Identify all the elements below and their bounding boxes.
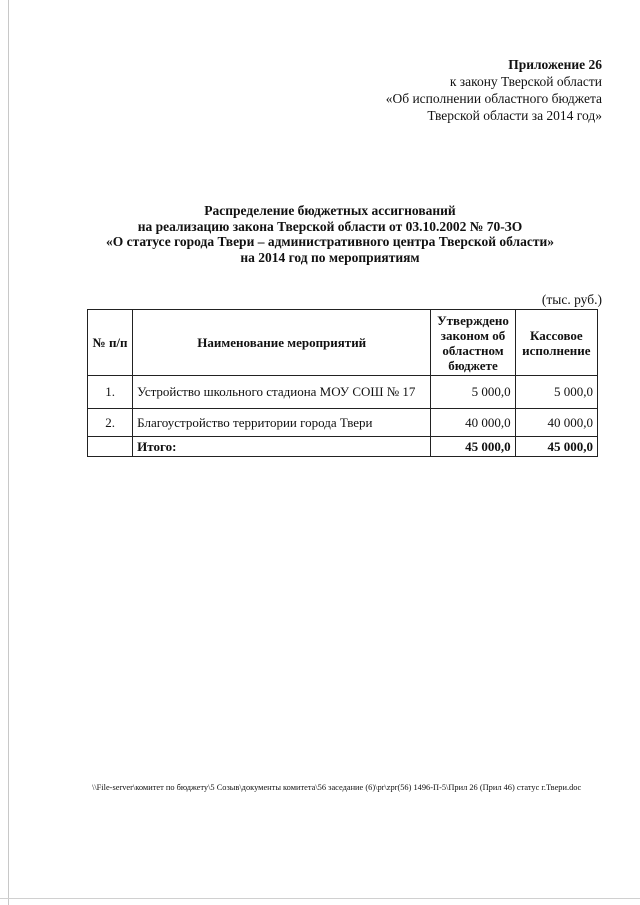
- scan-bottom-line: [0, 898, 640, 899]
- allocations-table: [87, 309, 598, 457]
- document-title: [80, 203, 580, 265]
- cell-num-empty: [88, 437, 133, 457]
- header-num: № п/п: [88, 310, 133, 376]
- header-executed: Кассовое исполнение: [515, 310, 597, 376]
- appendix-header: [386, 56, 602, 124]
- title-line: «О статусе города Твери – административного центра Тверской области»: [105, 234, 555, 249]
- file-path-footer: \\File-server\комитет по бюджету\5 Созыв\документы комитета\56 заседание (6)\pr\zpr(56) 1496-П-5\Прил 26 (Прил 46) статус г.Твери.doc: [92, 783, 582, 792]
- cell-num: 2.: [88, 409, 133, 437]
- table-total-row: [88, 437, 598, 457]
- table-row: [88, 376, 598, 409]
- appendix-line: Тверской области за 2014 год»: [427, 108, 602, 123]
- cell-num: 1.: [88, 376, 133, 409]
- cell-executed: 5 000,0: [515, 376, 597, 409]
- table-row: [88, 409, 598, 437]
- header-approved: Утверждено законом об областном бюджете: [431, 310, 515, 376]
- cell-approved: 5 000,0: [431, 376, 515, 409]
- cell-approved: 40 000,0: [431, 409, 515, 437]
- title-line: Распределение бюджетных ассигнований: [204, 203, 456, 218]
- appendix-line: «Об исполнении областного бюджета: [385, 91, 602, 106]
- appendix-number: Приложение 26: [508, 57, 602, 72]
- cell-executed: 40 000,0: [515, 409, 597, 437]
- cell-name: Благоустройство территории города Твери: [133, 409, 431, 437]
- cell-name: Устройство школьного стадиона МОУ СОШ № 17: [133, 376, 431, 409]
- header-name: Наименование мероприятий: [133, 310, 431, 376]
- units-label: (тыс. руб.): [541, 292, 602, 307]
- total-label: Итого:: [133, 437, 431, 457]
- total-approved: 45 000,0: [431, 437, 515, 457]
- total-executed: 45 000,0: [515, 437, 597, 457]
- title-line: на 2014 год по мероприятиям: [240, 249, 420, 265]
- scan-edge-line: [8, 0, 9, 905]
- appendix-line: к закону Тверской области: [449, 74, 602, 89]
- table-header-row: [88, 310, 598, 376]
- title-line: на реализацию закона Тверской области от 03.10.2002 № 70-ЗО: [137, 218, 523, 234]
